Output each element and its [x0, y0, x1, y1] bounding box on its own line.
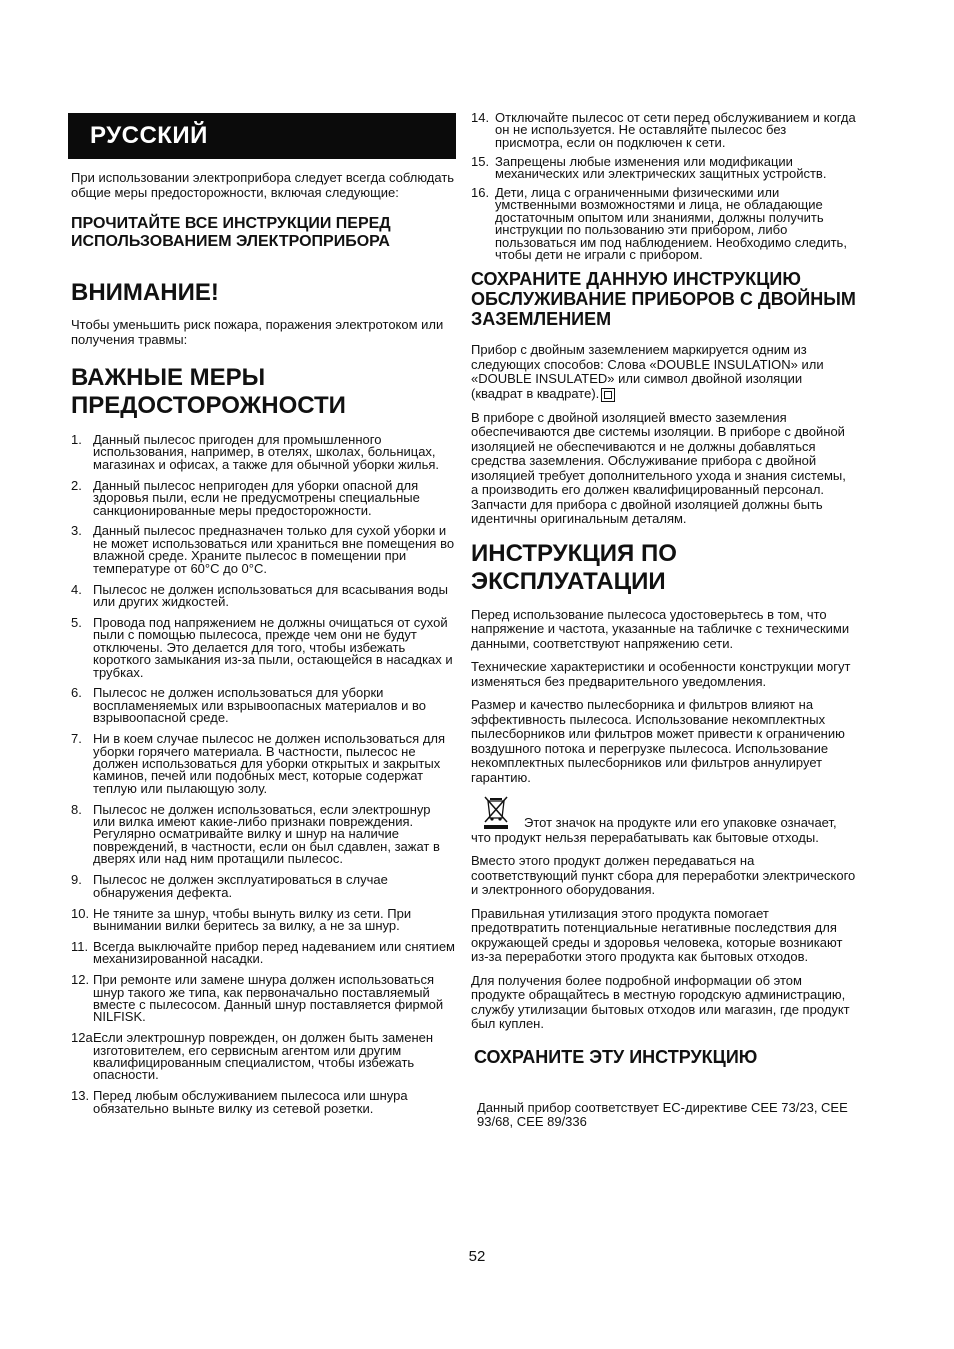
read-instructions-heading: ПРОЧИТАЙТЕ ВСЕ ИНСТРУКЦИИ ПЕРЕД ИСПОЛЬЗОВАНИЕМ ЭЛЕКТРОПРИБОРА: [71, 215, 391, 250]
list-item-text: Если электрошнур поврежден, он должен быть заменен изготовителем, его сервисным агентом или другим квалифицированным специалистом, чтобы избежать опасности.: [93, 1030, 434, 1083]
crossed-bin-icon: [481, 794, 511, 830]
list-item-text: Дети, лица с ограниченными физическими или умственными возможностями и лица, не обладающие достаточным опытом или знаниями, должны получить инструкции по пользованию эти прибором, либо пользоваться им под наблюдением. Необходимо следить, чтобы дети не играли с прибором.: [495, 185, 847, 263]
language-title-bar: [68, 113, 456, 159]
attention-text: Чтобы уменьшить риск пожара, поражения электротоком или получения травмы:: [71, 317, 444, 347]
list-item-number: 2.: [71, 477, 82, 493]
list-item-text: Перед любым обслуживанием пылесоса или шнура обязательно выньте вилку из сетевой розетки.: [93, 1088, 408, 1116]
language-title: РУССКИЙ: [90, 122, 208, 149]
list-item-number: 15.: [471, 153, 490, 169]
list-item: [471, 153, 856, 182]
list-item: [68, 1090, 456, 1115]
right-column: [471, 112, 856, 1130]
safety-list-continued: [471, 112, 856, 261]
weee-text-2: Вместо этого продукт должен передаваться на соответствующий пункт сбора для переработки электрического и электронного оборудования.: [471, 853, 856, 898]
list-item: [68, 905, 456, 933]
list-item-text: Запрещены любые изменения или модификации механических или электрических защитных устройств.: [495, 153, 827, 182]
list-item-text: Ни в коем случае пылесос не должен использоваться для уборки горячего материала. В частности, пылесос не должен использоваться для уборки открытых и закрытых каминов, печей или подобных мест, которые содержат теплую или пылающую золу.: [93, 731, 446, 796]
list-item-number: 7.: [71, 731, 82, 747]
list-item: [68, 687, 456, 724]
list-item-text: При ремонте или замене шнура должен использоваться шнур такого же типа, как первоначально поставляемый вместе с пылесосом. Данный шнур поставляется фирмой NILFISK.: [93, 972, 444, 1025]
safety-heading: ВАЖНЫЕ МЕРЫ ПРЕДОСТОРОЖНОСТИ: [71, 364, 346, 419]
safety-list: [68, 434, 456, 1115]
list-item: [68, 614, 456, 680]
double-insulation-heading: СОХРАНИТЕ ДАННУЮ ИНСТРУКЦИЮ ОБСЛУЖИВАНИЕ ПРИБОРОВ С ДВОЙНЫМ ЗАЗЕМЛЕНИЕМ: [471, 269, 856, 330]
directive-text: Данный прибор соответствует EC-директиве CEE 73/23, CEE 93/68, CEE 89/336: [477, 1099, 848, 1130]
list-item-number: 4.: [71, 581, 82, 597]
page-number: 52: [468, 1248, 486, 1265]
list-item-text: Данный пылесос пригоден для промышленного использования, например, в отелях, школах, больницах, магазинах и офисах, а также для обычной уборки жилья.: [93, 432, 440, 472]
list-item: [471, 187, 856, 261]
list-item-number: 12a.: [71, 1030, 97, 1046]
list-item-number: 5.: [71, 614, 82, 630]
list-item-number: 6.: [71, 685, 82, 701]
weee-text-4: Для получения более подробной информации об этом продукте обращайтесь в местную городскую администрацию, службу утилизации бытовых отходов или магазин, где продукт был куплен.: [471, 972, 850, 1032]
list-item-text: Пылесос не должен использоваться для уборки воспламеняемых или взрывоопасных материалов и во взрывоопасной среде.: [93, 685, 426, 726]
list-item-text: Всегда выключайте прибор перед надеванием или снятием механизированной насадки.: [93, 938, 455, 967]
list-item-text: Пылесос не должен эксплуатироваться в случае обнаружения дефекта.: [93, 872, 388, 900]
list-item-number: 8.: [71, 801, 82, 817]
double-insulation-text-1-body: Прибор с двойным заземлением маркируется одним из следующих способов: Слова «DOUBLE INSULATION» или «DOUBLE INSULATED» или символ двойной изоляции (квадрат в квадрате).: [471, 342, 824, 401]
list-item: [68, 874, 456, 899]
list-item-text: Не тяните за шнур, чтобы вынуть вилку из сети. При вынимании вилки беритесь за вилку, а не за шнур.: [93, 905, 412, 933]
left-column: [68, 110, 456, 1124]
list-item: [68, 525, 456, 575]
list-item-number: 14.: [471, 110, 490, 125]
list-item: [68, 974, 456, 1024]
list-item: [68, 938, 456, 967]
list-item-number: 3.: [71, 523, 82, 539]
list-item: [68, 733, 456, 795]
list-item: [68, 581, 456, 609]
intro-text: При использовании электроприбора следует всегда соблюдать общие меры предосторожности, включая следующие:: [71, 170, 455, 200]
operating-text-3: Размер и качество пылесборника и фильтров влияют на эффективность пылесоса. Использование некомплектных пылесборников или фильтров может привести к ограничению воздушного потока и перегрузке пылесоса. Использование некомплектных пылесборников или фильтров аннулирует гарантию.: [471, 697, 845, 785]
list-item-number: 12.: [71, 972, 90, 988]
list-item: [68, 1032, 456, 1082]
list-item: [68, 477, 456, 518]
list-item-text: Пылесос не должен использоваться, если электрошнур или вилка имеют какие-либо признаки повреждения. Регулярно осматривайте вилку и шнур на наличие повреждений, в частности, если он был сдавлен, зажат в дверях или над ним протащили пылесос.: [93, 801, 440, 867]
list-item-text: Пылесос не должен использоваться для всасывания воды или других жидкостей.: [93, 581, 448, 609]
double-insulation-text-2: В приборе с двойной изоляцией вместо заземления обеспечиваются две системы изоляции. В приборе с двойной изоляцией не обеспечиваются и не должны добавляться средства заземления. Обслуживание прибора с двойной изоляцией требует дополнительного ухода и знания системы, а производить его должен квалифицированный персонал. Запчасти для прибора с двойной изоляцией должны быть идентичны оригинальным деталям.: [471, 409, 846, 527]
weee-text-3: Правильная утилизация этого продукта помогает предотвратить потенциальные негативные последствия для окружающей среды и здоровья человека, которые возникают из-за переработки этого продукта как бытовых отходов.: [471, 905, 843, 965]
list-item-text: Провода под напряжением не должны очищаться от сухой пыли с помощью пылесоса, прежде чем они не будут отключены. Это делается для того, чтобы избежать короткого замыкания из-за пыли, остающейся в насадках и трубках.: [93, 614, 453, 680]
double-insulation-text-1: [471, 343, 856, 402]
list-item-text: Данный пылесос непригоден для уборки опасной для здоровья пыли, если не предусмотрены специальные санкционированные меры предосторожности.: [93, 477, 420, 518]
attention-heading: ВНИМАНИЕ!: [71, 279, 219, 306]
list-item-number: 10.: [71, 905, 90, 921]
save-instructions-heading: СОХРАНИТЕ ЭТУ ИНСТРУКЦИЮ: [474, 1046, 758, 1067]
weee-text: Этот значок на продукте или его упаковке означает, что продукт нельзя перерабатывать как бытовые отходы.: [471, 815, 837, 845]
list-item-text: Данный пылесос предназначен только для сухой уборки и не может использоваться или храниться вне помещения во влажной среде. Храните пылесос в помещении при температуре от 60°C до 0°C.: [93, 523, 455, 576]
list-item: [68, 434, 456, 471]
double-insulation-icon: [601, 388, 615, 402]
list-item-number: 13.: [71, 1088, 90, 1104]
list-item-number: 1.: [71, 432, 82, 447]
operating-text-2: Технические характеристики и особенности конструкции могут изменяться без предварительного уведомления.: [471, 659, 851, 689]
list-item-number: 9.: [71, 872, 82, 888]
list-item: [68, 801, 456, 867]
list-item-text: Отключайте пылесос от сети перед обслуживанием и когда он не используется. Не оставляйте пылесос без присмотра, если он подключен к сети.: [495, 110, 856, 150]
list-item-number: 11.: [71, 938, 89, 954]
list-item-number: 16.: [471, 185, 490, 201]
operating-instructions-heading: ИНСТРУКЦИЯ ПО ЭКСПЛУАТАЦИИ: [471, 539, 677, 595]
operating-text-1: Перед использование пылесоса удостоверьтесь в том, что напряжение и частота, указанные на табличке с техническими данными, соответствуют напряжению сети.: [471, 606, 850, 651]
list-item: [471, 112, 856, 149]
